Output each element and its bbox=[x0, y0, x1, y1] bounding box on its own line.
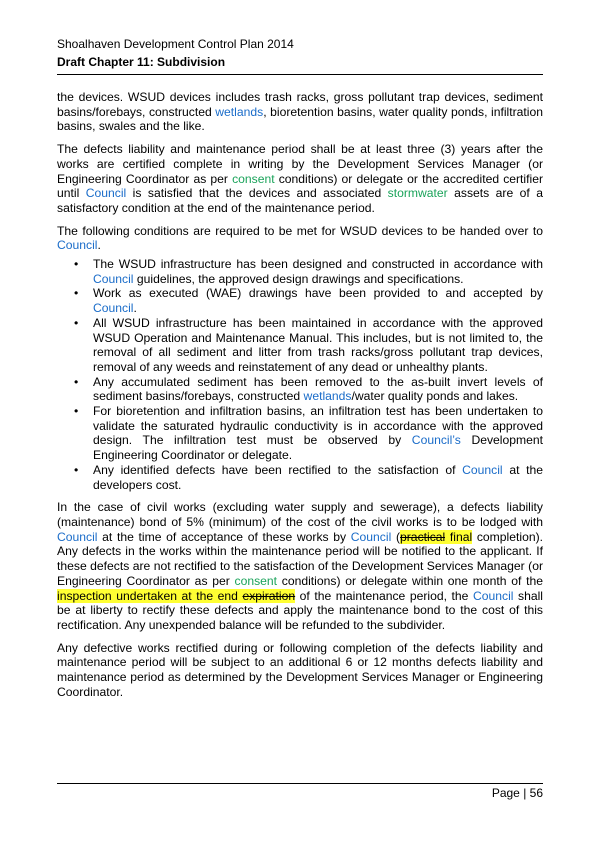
link-council[interactable]: Council bbox=[350, 529, 392, 544]
struck-text: practical bbox=[400, 529, 446, 544]
link-council[interactable]: Council bbox=[57, 238, 98, 253]
header-title: Shoalhaven Development Control Plan 2014 bbox=[57, 37, 294, 51]
paragraph-3: The following conditions are required to be met for WSUD devices to be handed over to Council. bbox=[57, 223, 543, 253]
list-item: • For bioretention and infiltration basins, an infiltration test has been undertaken to validate the saturated hydraulic conductivity is in accordance with the approved design. The infiltration test must be observed by Council’s Development Engineering Coordinator or delegate. bbox=[74, 404, 543, 463]
link-council[interactable]: Council bbox=[85, 186, 127, 201]
link-stormwater[interactable]: stormwater bbox=[387, 186, 448, 201]
footer-rule bbox=[57, 783, 543, 784]
link-council[interactable]: Council bbox=[462, 462, 503, 477]
list-item: • Any identified defects have been rectified to the satisfaction of Council at the developers cost. bbox=[74, 462, 543, 492]
struck-text: expiration bbox=[242, 588, 296, 603]
bullet: • bbox=[74, 257, 79, 272]
conditions-list bbox=[57, 257, 543, 492]
link-wetlands[interactable]: wetlands bbox=[215, 104, 264, 119]
link-wetlands[interactable]: wetlands bbox=[303, 389, 352, 404]
highlighted-text: final bbox=[445, 529, 473, 544]
bullet: • bbox=[74, 374, 79, 389]
list-item: • All WSUD infrastructure has been maintained in accordance with the approved WSUD Operation and Maintenance Manual. This includes, but is not limited to, the removal of all sediment and litter from trash racks/gross pollutant trap devices, removal of any weeds and reinstatement of any dead or unhealthy plants. bbox=[74, 315, 543, 374]
page-number: Page | 56 bbox=[491, 786, 543, 800]
list-item: • Work as executed (WAE) drawings have been provided to and accepted by Council. bbox=[74, 286, 543, 316]
link-council[interactable]: Council bbox=[472, 588, 514, 603]
header-rule bbox=[57, 74, 543, 75]
link-council[interactable]: Council bbox=[93, 301, 134, 316]
highlighted-text: inspection undertaken at the end bbox=[57, 588, 238, 603]
paragraph-5: Any defective works rectified during or following completion of the defects liability and maintenance period will be subject to an additional 6 or 12 months defects liability and maintenance period as determined by the Development Services Manager or Engineering Coordinator. bbox=[57, 640, 543, 699]
header-chapter: Draft Chapter 11: Subdivision bbox=[57, 55, 226, 69]
bullet: • bbox=[74, 404, 79, 419]
link-consent[interactable]: consent bbox=[232, 171, 275, 186]
link-council[interactable]: Council bbox=[93, 271, 134, 286]
list-item: • Any accumulated sediment has been removed to the as-built invert levels of sediment basins/forebays, constructed wetlands/water quality ponds and lakes. bbox=[74, 374, 543, 404]
paragraph-2: The defects liability and maintenance period shall be at least three (3) years after the works are certified complete in writing by the Development Services Manager (or Engineering Coordinator as per consent conditions) or delegate or the accredited certifier until Council is satisfied that the devices and associated stormwater assets are of a satisfactory condition at the end of the maintenance period. bbox=[57, 142, 543, 215]
bullet: • bbox=[74, 286, 79, 301]
link-consent[interactable]: consent bbox=[234, 573, 278, 588]
link-council[interactable]: Council bbox=[57, 529, 98, 544]
bullet: • bbox=[74, 315, 79, 330]
body-text bbox=[57, 90, 543, 707]
paragraph-4: In the case of civil works (excluding water supply and sewerage), a defects liability (maintenance) bond of 5% (minimum) of the cost of the civil works is to be lodged with Council at the time of acceptance of these works by Council (practical final completion). Any defects in the works within the maintenance period will be notified to the applicant. If these defects are not rectified to the satisfaction of the Development Services Manager (or Engineering Coordinator as per consent conditions) or delegate within one month of the inspection undertaken at the end expiration of the maintenance period, the Council shall be at liberty to rectify these defects and apply the maintenance bond to the cost of this rectification. Any unexpended balance will be refunded to the subdivider. bbox=[57, 500, 544, 632]
paragraph-1: the devices. WSUD devices includes trash racks, gross pollutant trap devices, sediment basins/forebays, constructed wetlands, bioretention basins, water quality ponds, infiltration basins, swales and the like. bbox=[57, 90, 543, 134]
list-item: • The WSUD infrastructure has been designed and constructed in accordance with Council guidelines, the approved design drawings and specifications. bbox=[74, 257, 543, 286]
link-council[interactable]: Council’s bbox=[411, 433, 461, 448]
bullet: • bbox=[74, 462, 79, 477]
